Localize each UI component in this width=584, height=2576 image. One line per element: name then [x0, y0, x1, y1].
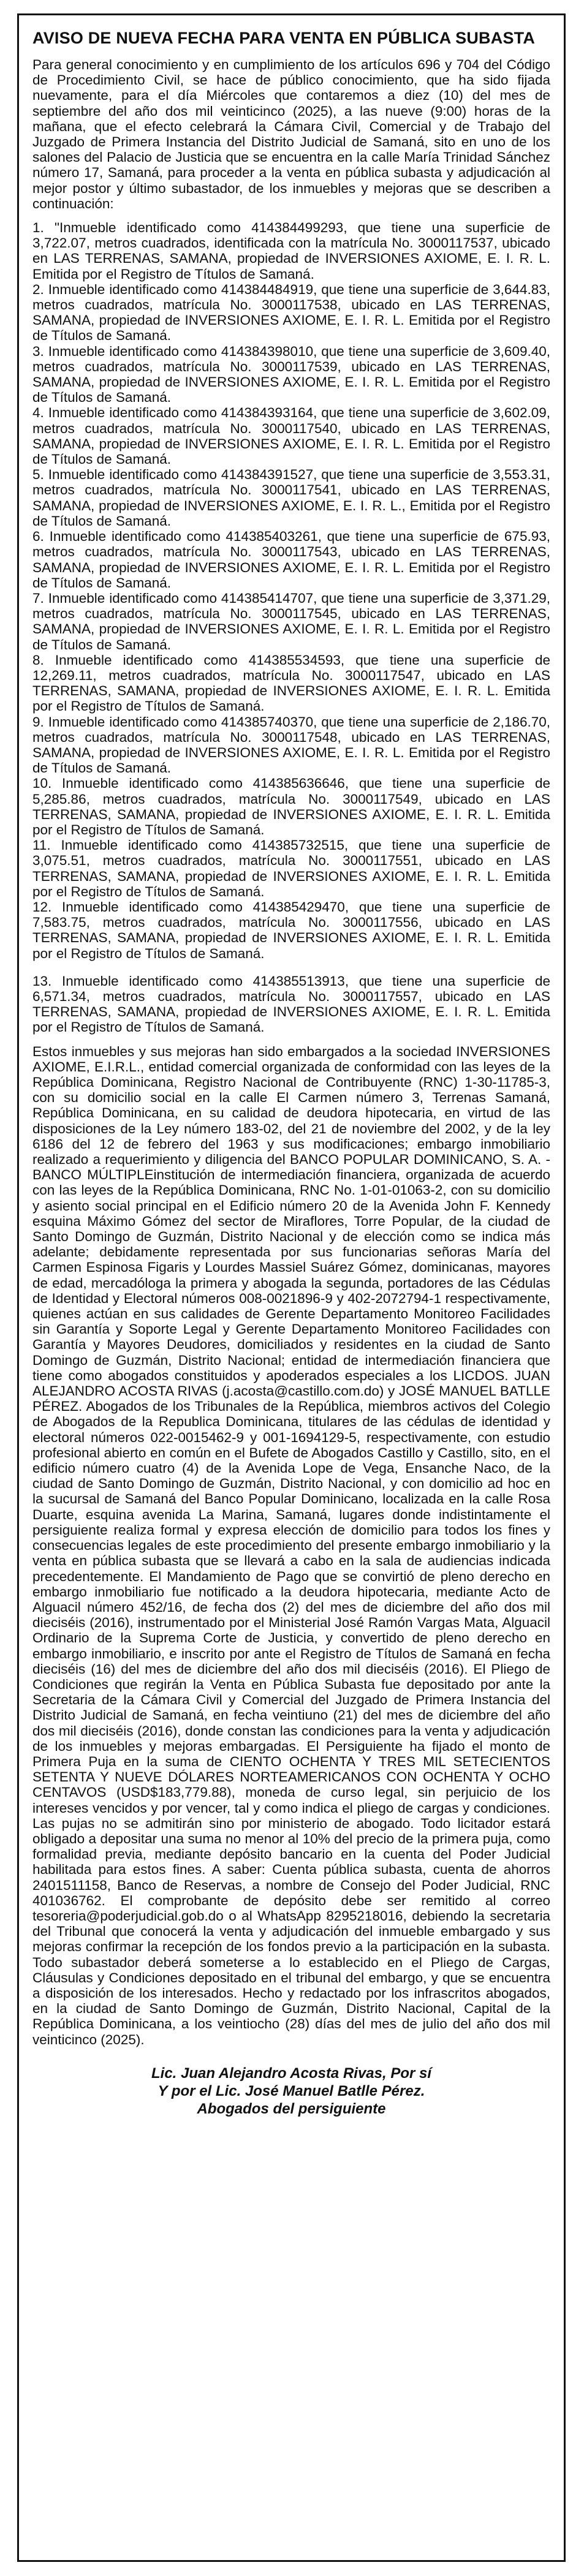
- notice-intro: Para general conocimiento y en cumplimiento de los artículos 696 y 704 del Código de Procedimiento Civil, se hace de público conocimiento, que ha sido fijada nuevamente, para el día Miércoles que contaremos a diez (10) del mes de septiembre del año dos mil veinticinco (2025), a las nueve (9:00) horas de la mañana, que el efecto celebrará la Cámara Civil, Comercial y de Trabajo del Juzgado de Primera Instancia del Distrito Judicial de Samaná, sito en uno de los salones del Palacio de Justicia que se encuentra en la calle María Trinidad Sánchez número 17, Samaná, para proceder a la venta en pública subasta y adjudicación al mejor postor y último subastador, de los inmuebles y mejoras que se describen a continuación:: [32, 57, 550, 211]
- property-item: 2. Inmueble identificado como 414384484919, que tiene una superficie de 3,644.83, metros cuadrados, matrícula No. 3000117538, ubicado en LAS TERRENAS, SAMANA, propiedad de INVERSIONES AXIOME, E. I. R. L. Emitida por el Registro de Títulos de Samaná.: [32, 281, 550, 344]
- notice-title: AVISO DE NUEVA FECHA PARA VENTA EN PÚBLICA SUBASTA: [32, 29, 536, 47]
- property-item: 12. Inmueble identificado como 414385429470, que tiene una superficie de 7,583.75, metros cuadrados, matrícula No. 3000117556, ubicado en LAS TERRENAS, SAMANA, propiedad de INVERSIONES AXIOME, E. I. R. L. Emitida por el Registro de Títulos de Samaná.: [32, 899, 550, 961]
- notice-body: Estos inmuebles y sus mejoras han sido embargados a la sociedad INVERSIONES AXIOME, E.I.R.L., entidad comercial organizada de conformidad con las leyes de la República Dominicana, Registro Nacional de Contribuyente (RNC) 1-30-11785-3, con su domicilio social en la calle El Carmen número 3, Terrenas Samaná, República Dominicana, en su calidad de deudora hipotecaria, en virtud de las disposiciones de la Ley número 183-02, del 21 de noviembre del 2002, y de la ley 6186 del 12 de febrero del 1963 y sus modificaciones; embargo inmobiliario realizado a requerimiento y diligencia del BANCO POPULAR DOMINICANO, S. A. - BANCO MÚLTIPLEinstitución de intermediación financiera, organizada de acuerdo con las leyes de la República Dominicana, RNC No. 1-01-01063-2, con su domicilio y asiento social principal en el Edificio número 20 de la Avenida John F. Kennedy esquina Máximo Gómez del sector de Miraflores, Torre Popular, de la ciudad de Santo Domingo de Guzmán, Distrito Nacional y de elección como se indica más adelante; debidamente representada por sus funcionarias señoras María del Carmen Espinosa Figaris y Lourdes Massiel Suárez Gómez, dominicanas, mayores de edad, mercadóloga la primera y abogada la segunda, portadores de las Cédulas de Identidad y Electoral números 008-0021896-9 y 402-2072794-1 respectivamente, quienes actúan en sus calidades de Gerente Departamento Monitoreo Facilidades sin Garantía y Soporte Legal y Gerente Departamento Monitoreo Facilidades con Garantía y Mayores Deudores, domiciliados y residentes en la ciudad de Santo Domingo de Guzmán, Distrito Nacional; entidad de intermediación financiera que tiene como abogados constituidos y apoderados especiales a los LICDOS. JUAN ALEJANDRO ACOSTA RIVAS (j.acosta@castillo.com.do) y JOSÉ MANUEL BATLLE PÉREZ. Abogados de los Tribunales de la República, miembros activos del Colegio de Abogados de la Republica Dominicana, titulares de las cédulas de identidad y electoral números 022-0015462-9 y 001-1694129-5, respectivamente, con estudio profesional abierto en común en el Bufete de Abogados Castillo y Castillo, sito, en el edificio número cuatro (4) de la Avenida Lope de Vega, Ensanche Naco, de la ciudad de Santo Domingo de Guzmán, Distrito Nacional, y con domicilio ad hoc en la sucursal de Samaná del Banco Popular Dominicano, localizada en la calle Rosa Duarte, esquina avenida La Marina, Samaná, lugares donde indistintamente el persiguiente realiza formal y expresa elección de domicilio para todos los fines y consecuencias legales de este procedimiento del presente embargo inmobiliario y la venta en pública subasta que se llevará a cabo en la sala de audiencias indicada precedentemente. El Mandamiento de Pago que se convirtió de pleno derecho en embargo inmobiliario fue notificado a la deudora hipotecaria, mediante Acto de Alguacil número 452/16, de fecha dos (2) del mes de diciembre del año dos mil dieciséis (2016), instrumentado por el Ministerial José Ramón Vargas Mata, Alguacil Ordinario de la Suprema Corte de Justicia, y convertido de pleno derecho en embargo inmobiliario, e inscrito por ante el Registro de Títulos de Samaná en fecha dieciséis (16) del mes de diciembre del año dos mil dieciséis (2016). El Pliego de Condiciones que regirán la Venta en Pública Subasta fue depositado por ante la Secretaria de la Cámara Civil y Comercial del Juzgado de Primera Instancia del Distrito Judicial de Samaná, en fecha veintiuno (21) del mes de diciembre del año dos mil dieciséis (2016), donde constan las condiciones para la venta y adjudicación de los inmuebles y mejoras embargadas. El Persiguiente ha fijado el monto de Primera Puja en la suma de CIENTO OCHENTA Y TRES MIL SETECIENTOS SETENTA Y NUEVE DÓLARES NORTEAMERICANOS CON OCHENTA Y OCHO CENTAVOS (USD$183,779.88), moneda de curso legal, sin perjuicio de los intereses vencidos y por vencer, tal y como indica el pliego de cargas y condiciones. Las pujas no se admitirán sino por ministerio de abogado. Todo licitador estará obligado a depositar una suma no menor al 10% del precio de la primera puja, como formalidad previa, mediante depósito bancario en la cuenta del Poder Judicial habilitada para estos fines. A saber: Cuenta pública subasta, cuenta de ahorros 2401511158, Banco de Reservas, a nombre de Consejo del Poder Judicial, RNC 401036762. El comprobante de depósito debe ser remitido al correo tesoreria@poderjudicial.gob.do o al WhatsApp 8295218016, debiendo la secretaria del Tribunal que conocerá la venta y adjudicación del inmueble embargado y sus mejoras confirmar la recepción de los fondos previo a la participación en la subasta. Todo subastador deberá someterse a lo establecido en el Pliego de Cargas, Cláusulas y Condiciones depositado en el tribunal del embargo, y que se encuentra a disposición de los interesados. Hecho y redactado por los infrascritos abogados, en la ciudad de Santo Domingo de Guzmán, Distrito Nacional, Capital de la República Dominicana, a los veintiocho (28) días del mes de julio del año dos mil veinticinco (2025).: [32, 1043, 550, 2047]
- property-item: 11. Inmueble identificado como 414385732515, que tiene una superficie de 3,075.51, metros cuadrados, matrícula No. 3000117551, ubicado en LAS TERRENAS, SAMANA, propiedad de INVERSIONES AXIOME, E. I. R. L. Emitida por el Registro de Títulos de Samaná.: [32, 837, 550, 899]
- property-item: 6. Inmueble identificado como 414385403261, que tiene una superficie de 675.93, metros cuadrados, matrícula No. 3000117543, ubicado en LAS TERRENAS, SAMANA, propiedad de INVERSIONES AXIOME, E. I. R. L. Emitida por el Registro de Títulos de Samaná.: [32, 529, 550, 591]
- property-item: 9. Inmueble identificado como 414385740370, que tiene una superficie de 2,186.70, metros cuadrados, matrícula No. 3000117548, ubicado en LAS TERRENAS, SAMANA, propiedad de INVERSIONES AXIOME, E. I. R. L. Emitida por el Registro de Títulos de Samaná.: [32, 714, 550, 776]
- notice-frame: [17, 13, 566, 2562]
- signature-block: [32, 2064, 550, 2118]
- property-list: [32, 220, 550, 1035]
- property-item: 10. Inmueble identificado como 414385636646, que tiene una superficie de 5,285.86, metros cuadrados, matrícula No. 3000117549, ubicado en LAS TERRENAS, SAMANA, propiedad de INVERSIONES AXIOME, E. I. R. L. Emitida por el Registro de Títulos de Samaná.: [32, 776, 550, 837]
- signature-role: Abogados del persiguiente: [197, 2100, 386, 2117]
- property-item: 1. "Inmueble identificado como 414384499293, que tiene una superficie de 3,722.07, metros cuadrados, identificada con la matrícula No. 3000117537, ubicado en LAS TERRENAS, SAMANA, propiedad de INVERSIONES AXIOME, E. I. R. L. Emitida por el Registro de Títulos de Samaná.: [32, 220, 550, 282]
- property-item: 3. Inmueble identificado como 414384398010, que tiene una superficie de 3,609.40, metros cuadrados, matrícula No. 3000117539, ubicado en LAS TERRENAS, SAMANA, propiedad de INVERSIONES AXIOME, E. I. R. L. Emitida por el Registro de Títulos de Samaná.: [32, 343, 550, 406]
- property-item: 4. Inmueble identificado como 414384393164, que tiene una superficie de 3,602.09, metros cuadrados, matrícula No. 3000117540, ubicado en LAS TERRENAS, SAMANA, propiedad de INVERSIONES AXIOME, E. I. R. L. Emitida por el Registro de Títulos de Samaná.: [32, 405, 550, 467]
- property-item: 8. Inmueble identificado como 414385534593, que tiene una superficie de 12,269.11, metros cuadrados, matrícula No. 3000117547, ubicado en LAS TERRENAS, SAMANA, propiedad de INVERSIONES AXIOME, E. I. R. L. Emitida por el Registro de Títulos de Samaná.: [32, 652, 550, 714]
- property-item: 7. Inmueble identificado como 414385414707, que tiene una superficie de 3,371.29, metros cuadrados, matrícula No. 3000117545, ubicado en LAS TERRENAS, SAMANA, propiedad de INVERSIONES AXIOME, E. I. R. L. Emitida por el Registro de Títulos de Samaná.: [32, 590, 550, 652]
- signature-line: Y por el Lic. José Manuel Batlle Pérez.: [157, 2082, 425, 2099]
- property-item: 13. Inmueble identificado como 414385513913, que tiene una superficie de 6,571.34, metros cuadrados, matrícula No. 3000117557, ubicado en LAS TERRENAS, SAMANA, propiedad de INVERSIONES AXIOME, E. I. R. L. Emitida por el Registro de Títulos de Samaná.: [32, 973, 550, 1035]
- signature-line: Lic. Juan Alejandro Acosta Rivas, Por sí: [151, 2064, 432, 2082]
- notice-content: [32, 28, 550, 2548]
- property-item: 5. Inmueble identificado como 414384391527, que tiene una superficie de 3,553.31, metros cuadrados, matrícula No. 3000117541, ubicado en LAS TERRENAS, SAMANA, propiedad de INVERSIONES AXIOME, E. I. R. L., Emitida por el Registro de Títulos de Samaná.: [32, 467, 550, 529]
